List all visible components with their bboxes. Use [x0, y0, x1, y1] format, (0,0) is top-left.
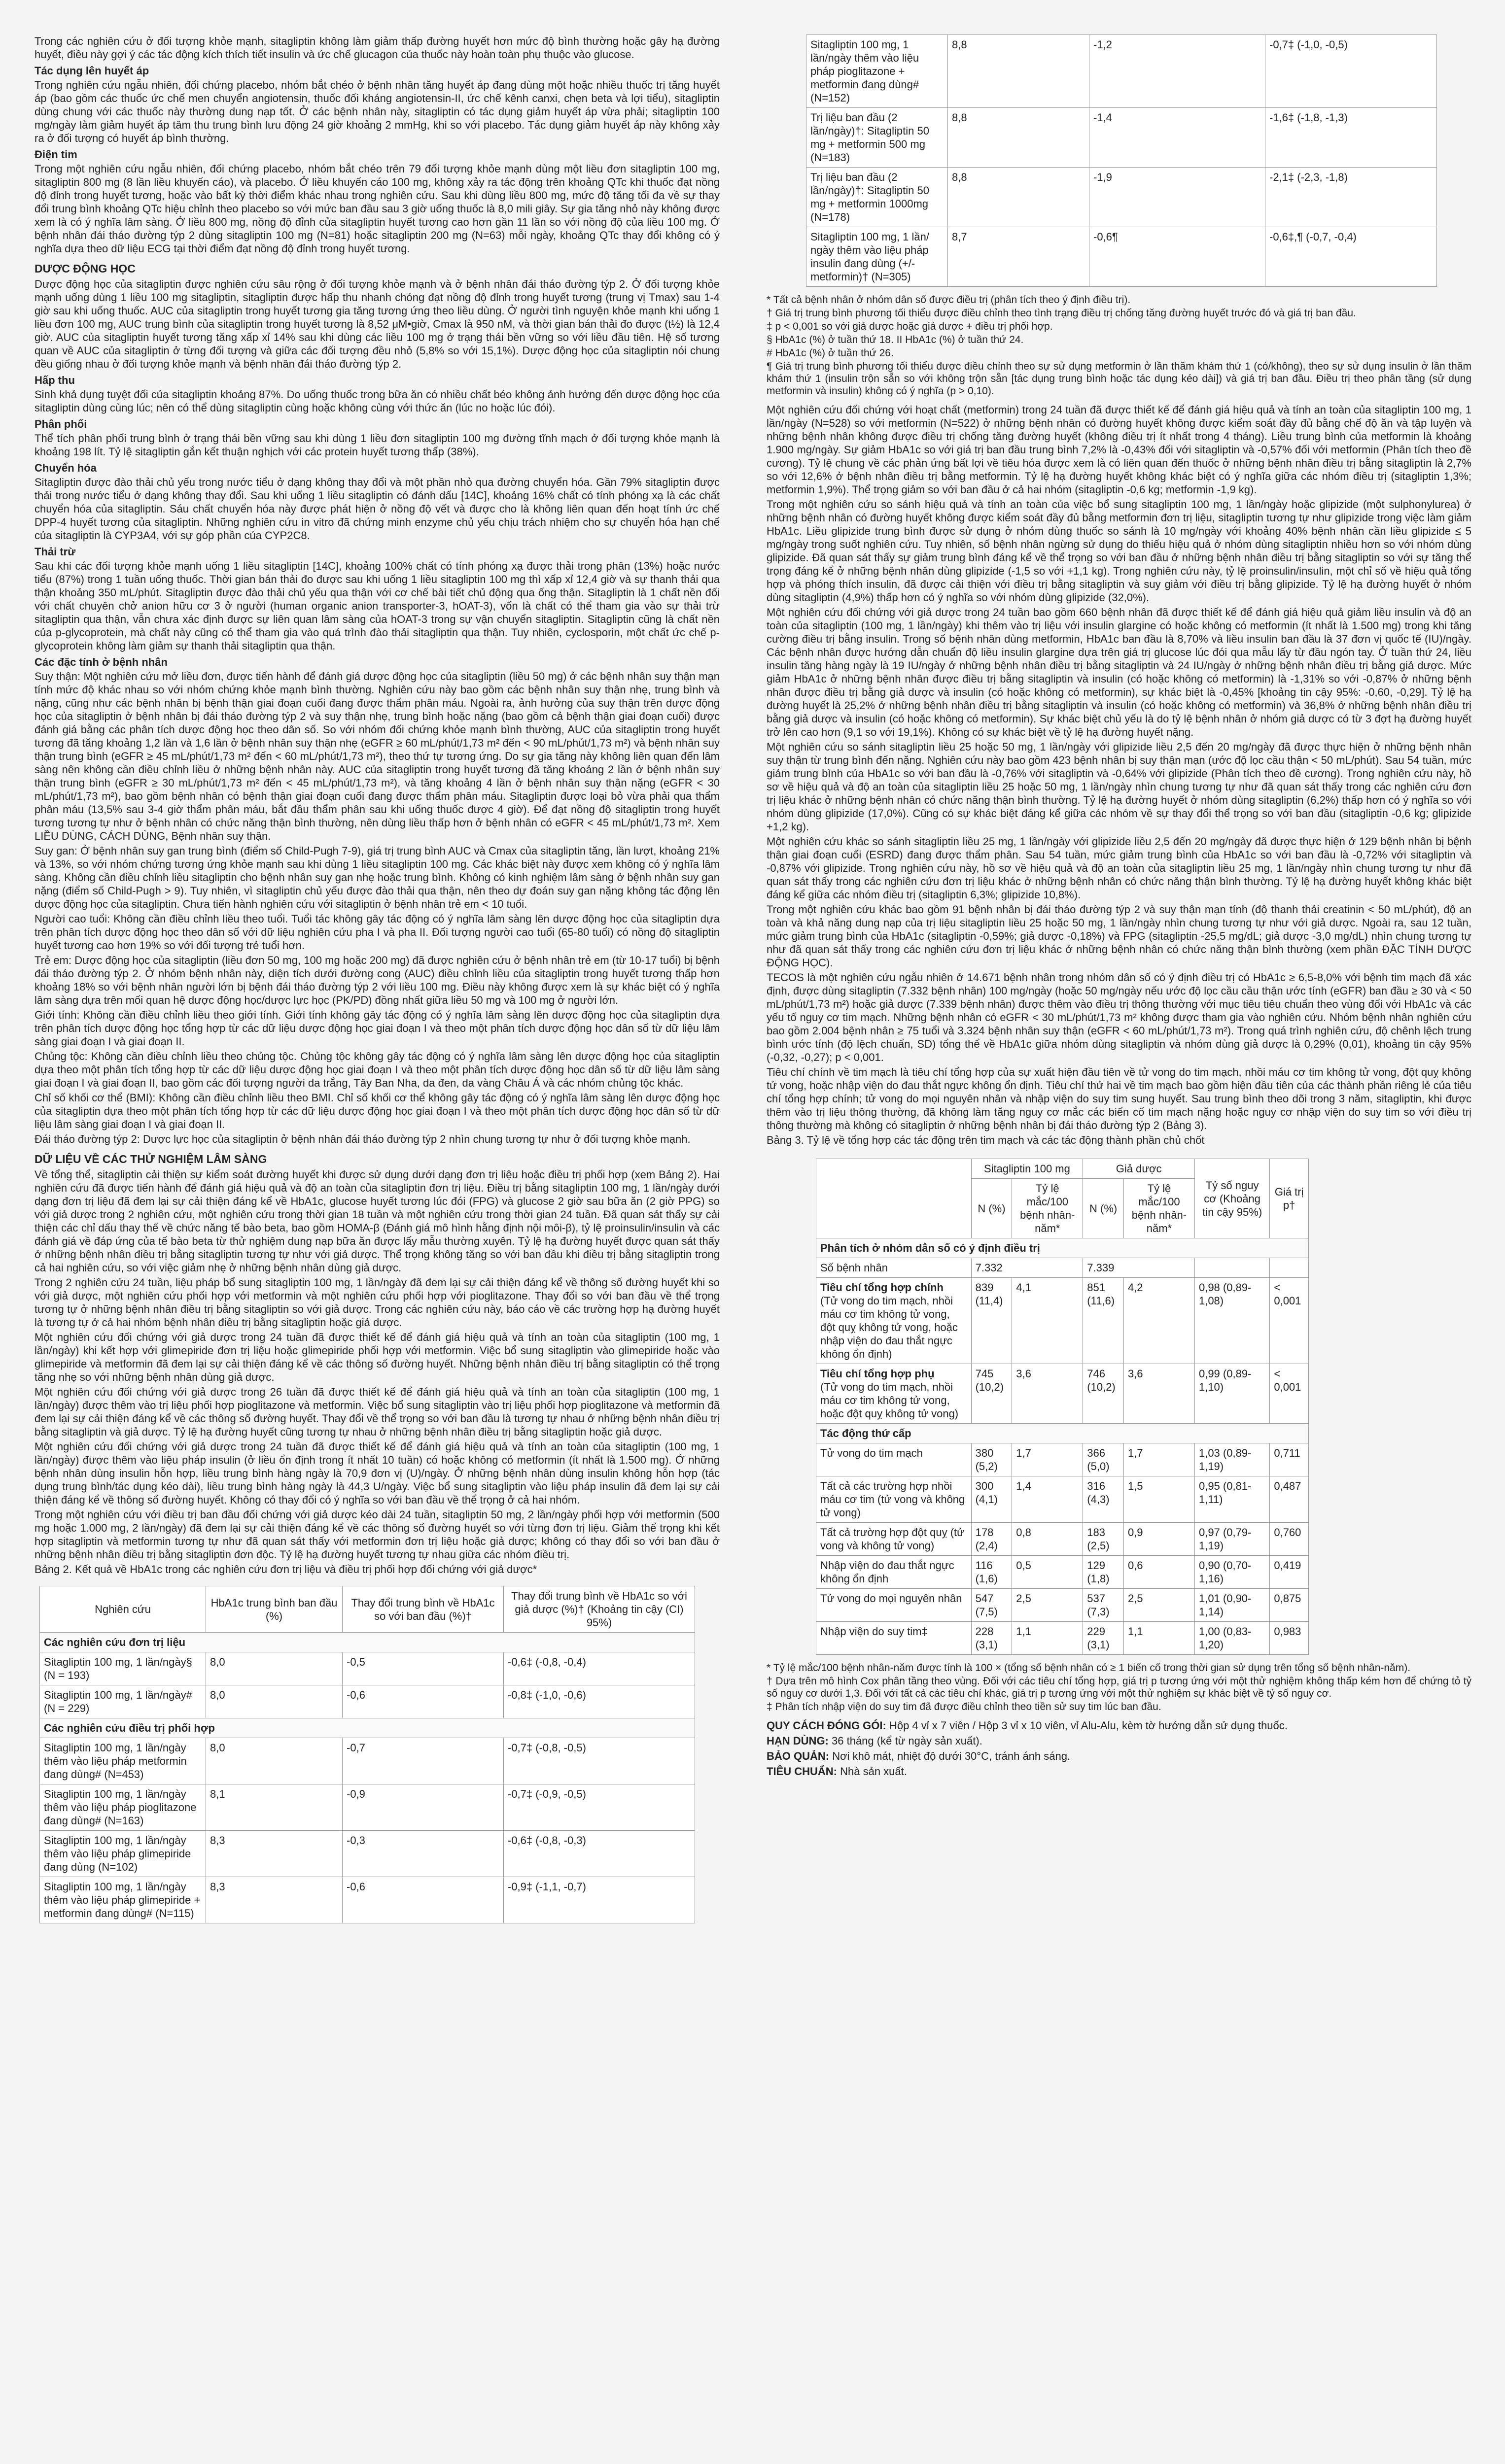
children-paragraph: Trẻ em: Dược động học của sitagliptin (liều đơn 50 mg, 100 mg hoặc 200 mg) đã được nghiên cứu ở bệnh nhân trẻ em (từ 10-17 tuổi) bị bệnh đái tháo đường týp 2. Ở nhóm bệnh nhân này, diện tích dưới đường cong (AUC) điều chỉnh liều của sitagliptin trong huyết tương thấp hơn khoảng 18% so với bệnh nhân người lớn bị bệnh đái tháo đường týp 2 với liều 100 mg. Điều này không được xem là sự khác biệt có ý nghĩa lâm sàng dựa trên mối quan hệ dược động học/dược lực học (PK/PD) đồng nhất giữa liều 50 mg và 100 mg ở người lớn. — [35, 954, 720, 1006]
table-row — [40, 1738, 695, 1784]
table-row — [816, 1476, 1309, 1523]
cell-study: Sitagliptin 100 mg, 1 lần/ngày thêm vào liệu pháp pioglitazone + metformin đang dùng# (N=152) — [806, 35, 948, 108]
cell-baseline: 8,1 — [206, 1784, 343, 1831]
table-header-row — [816, 1159, 1309, 1179]
cell-baseline: 8,0 — [206, 1652, 343, 1685]
cell-baseline: 8,7 — [948, 227, 1089, 287]
insulin-study-paragraph: Một nghiên cứu đối chứng với giả dược trong 24 tuần bao gồm 660 bệnh nhân đã được thiết kế để đánh giá hiệu quả giảm liều insulin và độ an toàn của sitagliptin (100 mg, 1 lần/ngày) khi thêm vào trị liệu với insulin glargine có hoặc không có metformin (ít nhất là 1.500 mg) trong khi tăng cường điều trị bằng insulin. Trong số bệnh nhân dùng metformin, HbA1c ban đầu là 8,70% và liều insulin ban đầu là 37 đơn vị quốc tế (IU)/ngày. Các bệnh nhân được hướng dẫn chuẩn độ liều insulin glargine dựa trên giá trị glucose lúc đói qua mẫu lấy từ đầu ngón tay. Ở tuần thứ 24, liều insulin tăng hàng ngày là 19 IU/ngày ở những bệnh nhân điều trị bằng sitagliptin và 24 IU/ngày ở những bệnh nhân điều trị bằng giả dược. Mức giảm HbA1c ở những bệnh nhân được điều trị bằng sitagliptin và insulin (có hoặc không có metformin) là -1,31% so với -0,87% ở những bệnh nhân được điều trị bằng giả dược và insulin (có hoặc không có metformin), sự khác biệt là -0,45% [khoảng tin cậy 95%: -0,60, -0,29]. Tỷ lệ hạ đường huyết là 25,2% ở những bệnh nhân điều trị bằng sitagliptin và insulin (có hoặc không có metformin) và 36,8% ở những bệnh nhân điều trị bằng giả dược và insulin (có hoặc không có metformin). Sự khác biệt chủ yếu là do tỷ lệ bệnh nhân ở nhóm giả dược có từ 3 đợt hạ đường huyết trở lên cao hơn (9,1 so với 19,1%). Không có sự khác biệt về tỷ lệ hạ đường huyết nặng. — [767, 606, 1471, 738]
col-header-n: N (%) — [971, 1179, 1012, 1238]
cell-change: -0,5 — [343, 1652, 504, 1685]
cell-label: Tất cả các trường hợp nhồi máu cơ tim (tử vong và không tử vong) — [816, 1476, 972, 1523]
diabetes-paragraph: Đái tháo đường týp 2: Dược lực học của sitagliptin ở bệnh nhân đái tháo đường týp 2 nhìn chung tương tự như ở đối tượng khỏe mạnh. — [35, 1133, 691, 1145]
col-header-rate: Tỷ lệ mắc/100 bệnh nhân-năm* — [1123, 1179, 1194, 1238]
hepatic-paragraph: Suy gan: Ở bệnh nhân suy gan trung bình (điểm số Child-Pugh 7-9), giá trị trung bình AUC và Cmax của sitagliptin tăng, lần lượt, khoảng 21% và 13%, so với nhóm chứng tương ứng khỏe mạnh sau khi dùng 1 liều sitagliptin 100 mg. Các khác biệt này được xem không có ý nghĩa lâm sàng. Không cần điều chỉnh liều sitagliptin cho bệnh nhân suy gan nhẹ hoặc trung bình. Không có kinh nghiệm lâm sàng ở bệnh nhân suy gan nặng (điểm số Child-Pugh > 9). Tuy nhiên, vì sitagliptin chủ yếu được đào thải qua thận, nên theo dự đoán suy gan nặng không tác động lên dược động học của sitagliptin. Chưa tiến hành nghiên cứu với sitagliptin ở bệnh nhân trẻ em < 10 tuổi. — [35, 845, 720, 910]
cell-rate: 2,5 — [1012, 1589, 1083, 1622]
cell-empty — [1270, 1258, 1309, 1278]
cell-n: 851 (11,6) — [1083, 1278, 1124, 1364]
table-row — [806, 168, 1437, 227]
trial-paragraph-5: Một nghiên cứu đối chứng với giả dược trong 24 tuần đã được thiết kế để đánh giá hiệu quả và tính an toàn của sitagliptin (100 mg, 1 lần/ngày) được thêm vào liệu pháp insulin (ở liều ổn định trong ít nhất 10 tuần) có hoặc không có metformin (ít nhất là 1.500 mg). Ở những bệnh nhân dùng insulin hỗn hợp, liều trung bình hàng ngày là 70,9 đơn vị (U)/ngày. Ở những bệnh nhân dùng insulin không hỗn hợp (tác dụng trung bình/tác dụng kéo dài), liều trung bình hàng ngày là 44,3 U/ngày. Việc bổ sung sitagliptin vào liệu pháp insulin đã đem lại sự cải thiện đáng kể về thông số đường huyết. Không có thay đổi có ý nghĩa so với ban đầu về thể trọng ở cả hai nhóm. — [35, 1440, 720, 1506]
cell-study: Sitagliptin 100 mg, 1 lần/ ngày thêm vào liệu pháp insulin đang dùng (+/- metformin)† (N=305) — [806, 227, 948, 287]
cell-change: -1,2 — [1089, 35, 1265, 108]
footnote: ‡ Phân tích nhập viện do suy tim đã được điều chỉnh theo tiền sử suy tim lúc ban đầu. — [767, 1701, 1161, 1712]
expiry-value: 36 tháng (kể từ ngày sản xuất). — [832, 1735, 982, 1747]
distribution-heading: Phân phối — [35, 418, 87, 430]
cell-rate: 0,5 — [1012, 1556, 1083, 1589]
cell-rate: 1,7 — [1123, 1443, 1194, 1476]
cell-hr: 0,99 (0,89-1,10) — [1194, 1364, 1269, 1424]
cell-change: -1,9 — [1089, 168, 1265, 227]
cell-label: Số bệnh nhân — [816, 1258, 972, 1278]
cell-adjusted: -0,7‡ (-1,0, -0,5) — [1265, 35, 1437, 108]
cell-label: Nhập viện do suy tim‡ — [816, 1622, 972, 1655]
cell-label: Nhập viện do đau thắt ngực không ổn định — [816, 1556, 972, 1589]
gender-paragraph: Giới tính: Không cần điều chỉnh liều theo giới tính. Giới tính không gây tác động có ý nghĩa lâm sàng lên dược động học của sitagliptin dựa trên phân tích dược động học tổng hợp từ các dữ liệu dược động học giai đoạn I và theo một phân tích dược động học dân số từ dữ liệu lâm sàng giai đoạn I và giai đoạn II. — [35, 1009, 720, 1048]
table-row — [40, 1652, 695, 1685]
footnote: † Dựa trên mô hình Cox phân tầng theo vùng. Đối với các tiêu chí tổng hợp, giá trị p tương ứng với một thử nghiệm không thấp kém hơn để chứng tỏ tỷ số nguy cơ dưới 1,3. Đối với tất cả các tiêu chí khác, giá trị p tương ứng với một thử nghiệm sự khác biệt về tỷ số nguy cơ. — [767, 1676, 1471, 1699]
metabolism-paragraph: Sitagliptin được đào thải chủ yếu trong nước tiểu ở dạng không thay đổi và một phần nhỏ qua đường chuyển hóa. Gần 79% sitagliptin được thải trong nước tiểu ở dạng không thay đổi. Sau khi uống 1 liều sitagliptin có đánh dấu [14C], khoảng 16% chất có tính phóng xạ là các chất chuyển hóa của sitagliptin. Sáu chất chuyển hóa này được phát hiện ở nồng độ vết và được cho là không liên quan đến hoạt tính ức chế DPP-4 huyết tương của sitagliptin. Những nghiên cứu in vitro đã chứng minh enzyme chủ yếu chịu trách nhiệm cho sự chuyển hóa hạn chế của sitagliptin là CYP3A4, với sự góp phần của CYP2C8. — [35, 476, 720, 542]
esrd-study-paragraph: Một nghiên cứu khác so sánh sitagliptin liều 25 mg, 1 lần/ngày với glipizide liều 2,5 đến 20 mg/ngày đã được thực hiện ở 129 bệnh nhân bị bệnh thận giai đoạn cuối (ESRD) đang được thẩm phân. Sau 54 tuần, mức giảm trung bình của HbA1c so với ban đầu là -0,72% với sitagliptin và -0,87% với glipizide. Trong nghiên cứu này, hồ sơ về hiệu quả và độ an toàn của sitagliptin liều 25 mg, 1 lần/ngày nhìn chung tương tự như đã quan sát thấy trong các nghiên cứu đơn trị liệu khác ở những bệnh nhân có chức năng thận bình thường. Tỷ lệ hạ đường huyết không khác biệt đáng kể giữa các nhóm điều trị (sitagliptin 6,3%; glipizide 10,8%). — [767, 835, 1471, 901]
table2-caption: Bảng 2. Kết quả về HbA1c trong các nghiên cứu đơn trị liệu và điều trị phối hợp đối chứng với giả dược* — [35, 1563, 537, 1575]
footnote: ‡ p < 0,001 so với giả dược hoặc giả dược + điều trị phối hợp. — [767, 321, 1053, 332]
other-outcomes-label: Tác động thứ cấp — [816, 1424, 1309, 1443]
bp-paragraph: Trong nghiên cứu ngẫu nhiên, đối chứng placebo, nhóm bắt chéo ở bệnh nhân tăng huyết áp đang dùng một hoặc nhiều thuốc trị tăng huyết áp (bao gồm các thuốc ức chế men chuyển angiotensin, thuốc đối kháng angiotensin-II, ức chế kênh canxi, chẹn beta và lợi tiểu), sitagliptin dùng chung với các thuốc này thường dung nạp tốt. Ở các bệnh nhân này, sitagliptin có tác dụng giảm huyết áp vừa phải; sitagliptin 100 mg/ngày làm giảm huyết áp tâm thu trung bình lưu động 24 giờ khoảng 2 mmHg, khi so với placebo. Tác dụng giảm huyết áp này không xảy ra ở đối tượng có huyết áp bình thường. — [35, 79, 720, 144]
footnote: # HbA1c (%) ở tuần thứ 26. — [767, 347, 894, 359]
cell-n: 745 (10,2) — [971, 1364, 1012, 1424]
absorption-heading: Hấp thu — [35, 374, 75, 386]
cell-empty — [1194, 1258, 1269, 1278]
group-row — [816, 1424, 1309, 1443]
hba1c-results-table — [39, 1586, 695, 1923]
pk-paragraph: Dược động học của sitagliptin được nghiên cứu sâu rộng ở đối tượng khỏe mạnh và ở bệnh nhân đái tháo đường týp 2. Ở đối tượng khỏe mạnh uống dùng 1 liều 100 mg sitagliptin, sitagliptin được hấp thu nhanh chóng đạt nồng độ đỉnh trong huyết tương (trung vị Tmax) sau 1-4 giờ sau khi uống thuốc. AUC của sitagliptin trong huyết tương gia tăng tương ứng theo liều dùng. Ở người tình nguyện khỏe mạnh khi uống 1 liều đơn 100 mg, AUC trung bình của sitagliptin trong huyết tương là 8,52 μM•giờ, Cmax là 950 nM, và thời gian bán thải đo được (t½) là 12,4 giờ. AUC của sitagliptin huyết tương tăng xấp xỉ 14% sau khi dùng các liều 100 mg ở trạng thái bền vững so với liều đầu tiên. Hệ số tương quan về AUC của sitagliptin ở từng đối tượng và giữa các đối tượng đều nhỏ (5,8% so với 15,1%). Dược động học của sitagliptin nói chung đều giống nhau ở đối tượng khỏe mạnh và bệnh nhân đái tháo đường týp 2. — [35, 278, 720, 370]
cell-p: 0,760 — [1270, 1523, 1309, 1556]
expiry-field — [767, 1734, 1471, 1747]
absorption-paragraph: Sinh khả dụng tuyệt đối của sitagliptin khoảng 87%. Do uống thuốc trong bữa ăn có nhiều chất béo không ảnh hưởng đến dược động học của sitagliptin dùng cùng lúc; nên có thể dùng sitagliptin cùng hoặc không cùng với thức ăn (lúc no hoặc lúc đói). — [35, 388, 720, 414]
cell-rate: 1,1 — [1012, 1622, 1083, 1655]
metabolism-heading: Chuyển hóa — [35, 462, 97, 474]
table-header-row — [40, 1586, 695, 1633]
cell-rate: 1,4 — [1012, 1476, 1083, 1523]
cell-study: Sitagliptin 100 mg, 1 lần/ngày# (N = 229) — [40, 1685, 206, 1718]
cell-baseline: 8,3 — [206, 1877, 343, 1923]
glipizide-study-paragraph: Trong một nghiên cứu so sánh hiệu quả và tính an toàn của việc bổ sung sitagliptin 100 mg, 1 lần/ngày hoặc glipizide (một sulphonylurea) ở những bệnh nhân có đường huyết không được kiểm soát đầy đủ bằng metformin đơn trị liệu, sitagliptin tương tự như glipizide trong việc làm giảm HbA1c. Liều glipizide trung bình được sử dụng ở nhóm dùng thuốc so sánh là 10 mg/ngày với khoảng 40% bệnh nhân cần liều glipizide ≤ 5 mg/ngày trong suốt nghiên cứu. Tuy nhiên, số bệnh nhân ngừng sử dụng do thiếu hiệu quả ở nhóm dùng sitagliptin nhiều hơn so với nhóm dùng glipizide. Đã quan sát thấy sự giảm trung bình đáng kể về thể trọng so với ban đầu ở những bệnh nhân điều trị bằng sitagliptin so với sự tăng thể trọng đáng kể ở những bệnh nhân dùng glipizide (-1,5 so với +1,1 kg). Trong nghiên cứu này, tỷ lệ proinsulin/insulin, một chỉ số về hiệu quả tổng hợp và phóng thích insulin, đã được cải thiện với điều trị bằng sitagliptin và suy giảm với điều trị bằng glipizide. Tỷ lệ hạ đường huyết ở nhóm dùng sitagliptin (4,9%) thấp hơn có ý nghĩa so với nhóm dùng glipizide (32,0%). — [767, 498, 1471, 604]
elimination-paragraph: Sau khi các đối tượng khỏe mạnh uống 1 liều sitagliptin [14C], khoảng 100% chất có tính phóng xạ được thải trong phân (13%) hoặc nước tiểu (87%) trong 1 tuần uống thuốc. Thời gian bán thải đo được sau khi uống 1 liều sitagliptin 100 mg thì xấp xỉ 12,4 giờ và sự thanh thải qua thận khoảng 350 mL/phút. Sitagliptin được đào thải chủ yếu qua thận với cơ chế bài tiết chủ động qua ống thận. Sitagliptin là 1 chất nền đối với chất chuyên chở anion hữu cơ 3 ở người (human organic anion transporter-3, hOAT-3), vốn là chất có thể tham gia vào sự thải trừ sitagliptin qua thận, vẫn chưa xác định được sự liên quan lâm sàng của hOAT-3 trong sự vận chuyển sitagliptin. Sitagliptin cũng là chất nền của p-glycoprotein, mà chất này cũng có thể tham gia vào quá trình đào thải sitagliptin qua thận. Tuy nhiên, cyclosporin, một chất ức chế p-glycoprotein không làm giảm sự thanh thải sitagliptin qua thận. — [35, 560, 720, 652]
hba1c-results-table-continued — [806, 34, 1437, 287]
table-body — [40, 1633, 695, 1923]
table-row — [40, 1784, 695, 1831]
cell-hr: 1,01 (0,90-1,14) — [1194, 1589, 1269, 1622]
cell-baseline: 8,3 — [206, 1831, 343, 1877]
table-row — [816, 1443, 1309, 1476]
secondary-endpoint-label: Tiêu chí tổng hợp phụ — [820, 1368, 935, 1380]
cell-adjusted: -0,9‡ (-1,1, -0,7) — [504, 1877, 695, 1923]
cell-rate: 4,2 — [1123, 1278, 1194, 1364]
cell-hr: 0,90 (0,70-1,16) — [1194, 1556, 1269, 1589]
footnote: § HbA1c (%) ở tuần thứ 18. II HbA1c (%) ở tuần thứ 24. — [767, 334, 1024, 345]
cell-n: 746 (10,2) — [1083, 1364, 1124, 1424]
special-populations-heading: Các đặc tính ở bệnh nhân — [35, 656, 168, 668]
primary-endpoint-desc: (Tử vong do tim mạch, nhồi máu cơ tim không tử vong, đột quỵ không tử vong, hoặc nhập viện do đau thắt ngực không ổn định) — [820, 1295, 958, 1360]
cell-adjusted: -0,6‡ (-0,8, -0,4) — [504, 1652, 695, 1685]
cell-baseline: 8,0 — [206, 1685, 343, 1718]
cell-p: < 0,001 — [1270, 1364, 1309, 1424]
cell-rate: 1,1 — [1123, 1622, 1194, 1655]
cell-n: 380 (5,2) — [971, 1443, 1012, 1476]
table-row — [816, 1589, 1309, 1622]
group-label-combo: Các nghiên cứu điều trị phối hợp — [40, 1718, 695, 1738]
footnote: * Tỷ lệ mắc/100 bệnh nhân-năm được tính là 100 × (tổng số bệnh nhân có ≥ 1 biến cố trong thời gian sử dụng trên tổng số bệnh nhân-năm). — [767, 1662, 1411, 1674]
cell-adjusted: -0,7‡ (-0,8, -0,5) — [504, 1738, 695, 1784]
cell-label: Tất cả trường hợp đột quỵ (tử vong và không tử vong) — [816, 1523, 972, 1556]
col-header-baseline: HbA1c trung bình ban đầu (%) — [206, 1586, 343, 1633]
col-header-sitagliptin: Sitagliptin 100 mg — [971, 1159, 1083, 1179]
trial-paragraph-1: Về tổng thể, sitagliptin cải thiện sự kiểm soát đường huyết khi được sử dụng dưới dạng đơn trị liệu hoặc điều trị phối hợp (xem Bảng 2). Hai nghiên cứu đã được tiến hành để đánh giá hiệu quả và độ an toàn của sitagliptin đơn trị liệu. Điều trị bằng sitagliptin 100 mg, 1 lần/ngày dưới dạng đơn trị liệu đã đem lại sự cải thiện đáng kể về HbA1c, glucose huyết tương lúc đói (FPG) và glucose 2 giờ sau bữa ăn (2 giờ PPG) so với giả dược trong 2 nghiên cứu, một nghiên cứu trong thời gian 18 tuần và một nghiên cứu trong thời gian 24 tuần. Đã quan sát thấy sự cải thiện các chỉ dấu thay thế về chức năng tế bào beta, bao gồm HOMA-β (Đánh giá mô hình hằng định nội môi-β), tỷ lệ proinsulin/insulin và các đánh giá về đáp ứng của tế bào beta từ thử nghiệm dung nạp bữa ăn được lấy mẫu thường xuyên. Tỷ lệ hạ đường huyết được quan sát thấy ở những bệnh nhân điều trị bằng sitagliptin tương tự như với giả dược. Thể trọng không tăng so với ban đầu khi điều trị bằng sitagliptin trong cả hai nghiên cứu, so với việc giảm nhẹ ở những bệnh nhân dùng giả dược. — [35, 1168, 720, 1274]
table-row — [816, 1523, 1309, 1556]
cell-change: -0,6 — [343, 1877, 504, 1923]
cardiovascular-endpoint-paragraph: Tiêu chí chính về tim mạch là tiêu chí tổng hợp của sự xuất hiện đầu tiên về tử vong do tim mạch, nhồi máu cơ tim không tử vong, đột quỵ không tử vong, hoặc nhập viện do đau thắt ngực không ổn định. Tiêu chí thứ hai về tim mạch bao gồm hiện đầu tiên của các thành phần riêng lẻ của tiêu chí tổng hợp chính; tử vong do mọi nguyên nhân và nhập viện do suy tim sung huyết. Sau trung bình theo dõi trong 3 năm, sitagliptin, khi được thêm vào trị liệu thông thường, đã không làm tăng nguy cơ mắc các biến cố tim mạch nặng hoặc nguy cơ nhập viện do suy tim so với điều trị thông thường mà không có sitagliptin ở những bệnh nhân bị đái tháo đường týp 2 (Bảng 3). — [767, 1066, 1471, 1131]
intro-paragraph: Trong các nghiên cứu ở đối tượng khỏe mạnh, sitagliptin không làm giảm thấp đường huyết hơn mức độ bình thường hoặc gây hạ đường huyết, điều này gợi ý các tác động kích thích tiết insulin và ức chế glucagon của thuốc này hoàn toàn phụ thuộc vào glucose. — [35, 35, 720, 61]
cell-change: -1,4 — [1089, 108, 1265, 168]
cell-adjusted: -0,6‡ (-0,8, -0,3) — [504, 1831, 695, 1877]
cell-p: 0,419 — [1270, 1556, 1309, 1589]
population-label: Phân tích ở nhóm dân số có ý định điều trị — [816, 1238, 1309, 1258]
col-header-p-value: Giá trị p† — [1270, 1159, 1309, 1238]
footnote: † Giá trị trung bình phương tối thiểu được điều chỉnh theo tình trạng điều trị chống tăng đường huyết trước đó và giá trị ban đầu. — [767, 308, 1356, 319]
cell-adjusted: -0,7‡ (-0,9, -0,5) — [504, 1784, 695, 1831]
cell-baseline: 8,0 — [206, 1738, 343, 1784]
standard-value: Nhà sản xuất. — [840, 1765, 907, 1778]
storage-label: BẢO QUẢN: — [767, 1750, 830, 1762]
group-row — [816, 1238, 1309, 1258]
col-header-n: N (%) — [1083, 1179, 1124, 1238]
cardiovascular-outcomes-table — [816, 1159, 1309, 1655]
cell-study: Sitagliptin 100 mg, 1 lần/ngày§ (N = 193) — [40, 1652, 206, 1685]
cell-rate: 3,6 — [1012, 1364, 1083, 1424]
col-header-empty — [816, 1159, 972, 1238]
cell-rate: 0,8 — [1012, 1523, 1083, 1556]
primary-endpoint-label: Tiêu chí tổng hợp chính — [820, 1281, 944, 1294]
cell-n: 183 (2,5) — [1083, 1523, 1124, 1556]
group-row — [40, 1718, 695, 1738]
cell-p: 0,487 — [1270, 1476, 1309, 1523]
expiry-label: HẠN DÙNG: — [767, 1735, 829, 1747]
footnote: * Tất cả bệnh nhân ở nhóm dân số được điều trị (phân tích theo ý định điều trị). — [767, 294, 1131, 306]
bmi-paragraph: Chỉ số khối cơ thể (BMI): Không cần điều chỉnh liều theo BMI. Chỉ số khối cơ thể không gây tác động có ý nghĩa lâm sàng lên dược động học của sitagliptin dựa theo một phân tích tổng hợp từ các dữ liệu dược động học giai đoạn I và theo một phân tích dược động học dân số từ dữ liệu lâm sàng giai đoạn I và giai đoạn II. — [35, 1092, 720, 1130]
table-row — [806, 227, 1437, 287]
renal-paragraph: Suy thận: Một nghiên cứu mở liều đơn, được tiến hành để đánh giá dược động học của sitagliptin (liều 50 mg) ở các bệnh nhân suy thận mạn tính mức độ khác nhau so với nhóm chứng khỏe mạnh bình thường. Nghiên cứu này bao gồm các bệnh nhân suy thận nhẹ, trung bình và nặng, cũng như các bệnh nhân bị bệnh thận giai đoạn cuối đang được thẩm phân máu. Ngoài ra, ảnh hưởng của suy thận trên dược động học của sitagliptin ở bệnh nhân bị đái tháo đường týp 2 và suy thận nhẹ, trung bình hoặc nặng (bao gồm cả bệnh thận giai đoạn cuối) được đánh giá bằng các phân tích dược động học theo dân số. So với nhóm đối chứng khỏe mạnh bình thường, AUC của sitagliptin trong huyết tương đã tăng khoảng 1,2 lần và 1,6 lần ở bệnh nhân suy thận nhẹ (eGFR ≥ 60 mL/phút/1,73 m² đến < 90 mL/phút/1,73 m²) và bệnh nhân suy thận trung bình (eGFR ≥ 45 mL/phút/1,73 m² đến < 60 mL/phút/1,73 m²), theo thứ tự tương ứng. Do sự gia tăng này không liên quan đến lâm sàng nên không cần điều chỉnh liều ở những bệnh nhân này. AUC của sitagliptin trong huyết tương đã tăng khoảng 2 lần ở bệnh nhân suy thận trung bình (eGFR ≥ 30 mL/phút/1,73 m² đến < 45 mL/phút/1,73 m²), và tăng khoảng 4 lần ở bệnh nhân suy thận nặng (eGFR < 30 mL/phút/1,73 m²), bao gồm bệnh nhân có bệnh thận giai đoạn cuối đang được thẩm phân máu. Sitagliptin được loại bỏ vừa phải qua thẩm phân máu (13,5% sau 3-4 giờ thẩm phân máu, bắt đầu thẩm phân sau khi uống thuốc được 4 giờ). Để đạt nồng độ sitagliptin trong huyết tương tương tự như ở bệnh nhân có chức năng thận bình thường, nên dùng liều thấp hơn ở bệnh nhân có eGFR < 45 mL/phút/1,73 m². Xem LIỀU DÙNG, CÁCH DÙNG, Bệnh nhân suy thận. — [35, 670, 720, 842]
cell-change: -0,6 — [343, 1685, 504, 1718]
trial-paragraph-3: Một nghiên cứu đối chứng với giả dược trong 24 tuần đã được thiết kế để đánh giá hiệu quả và tính an toàn của sitagliptin (100 mg, 1 lần/ngày) khi kết hợp với glimepiride đơn trị liệu hoặc glimepiride phối hợp với metformin. Việc bổ sung sitagliptin vào glimepiride hoặc vào glimepiride và metformin đã đem lại sự cải thiện đáng kể về các thông số đường huyết. Những bệnh nhân điều trị bằng sitagliptin có thể trọng tăng nhẹ so với những bệnh nhân dùng giả dược. — [35, 1331, 720, 1383]
cell-baseline: 8,8 — [948, 108, 1089, 168]
cell-rate: 1,5 — [1123, 1476, 1194, 1523]
tecos-paragraph: TECOS là một nghiên cứu ngẫu nhiên ở 14.671 bệnh nhân trong nhóm dân số có ý định điều trị có HbA1c ≥ 6,5-8,0% với bệnh tim mạch đã xác định, được dùng sitagliptin (7.332 bệnh nhân) 100 mg/ngày (hoặc 50 mg/ngày nếu ước độ lọc cầu cầu thận ước tính (eGFR) ban đầu ≥ 30 và < 50 mL/phút/1,73 m²) hoặc giả dược (7.339 bệnh nhân) được thêm vào điều trị thông thường với mục tiêu tiêu chuẩn theo vùng đối với HbA1c và các yếu tố nguy cơ tim mạch. Những bệnh nhân có eGFR < 30 mL/phút/1,73 m² không được tham gia vào nghiên cứu. Nhóm bệnh nhân nghiên cứu bao gồm 2.004 bệnh nhân ≥ 75 tuổi và 3.324 bệnh nhân suy thận (eGFR < 60 mL/phút/1,73 m²). Trong quá trình nghiên cứu, độ chênh lệch trung bình ước tính (độ lệch chuẩn, SD) tổng thể về HbA1c giữa nhóm dùng sitagliptin và nhóm dùng giả dược là 0,29% (0,01), khoảng tin cậy 95% (-0,32, -0,27); p < 0,001. — [767, 971, 1471, 1063]
secondary-endpoint-desc: (Tử vong do tim mạch, nhồi máu cơ tim không tử vong, hoặc đột quỵ không tử vong) — [820, 1381, 959, 1420]
cell-label: Tử vong do tim mạch — [816, 1443, 972, 1476]
table3-caption: Bảng 3. Tỷ lệ về tổng hợp các tác động trên tim mạch và các tác động thành phần chủ chốt — [767, 1134, 1205, 1146]
cell-hr: 0,95 (0,81-1,11) — [1194, 1476, 1269, 1523]
cell-rate: 4,1 — [1012, 1278, 1083, 1364]
table-row — [816, 1278, 1309, 1364]
cell-label — [816, 1278, 972, 1364]
elderly-paragraph: Người cao tuổi: Không cần điều chỉnh liều theo tuổi. Tuổi tác không gây tác động có ý nghĩa lâm sàng lên dược động học của sitagliptin dựa trên phân tích dược động học theo dân số với dữ liệu nghiên cứu pha I và pha II. Đối tượng người cao tuổi (65-80 tuổi) có nồng độ sitagliptin huyết tương cao hơn 19% so với đối tượng trẻ tuổi hơn. — [35, 913, 720, 952]
cell-n: 116 (1,6) — [971, 1556, 1012, 1589]
pharmacokinetics-heading: DƯỢC ĐỘNG HỌC — [35, 262, 136, 275]
cell-n: 178 (2,4) — [971, 1523, 1012, 1556]
trial-paragraph-4: Một nghiên cứu đối chứng với giả dược trong 26 tuần đã được thiết kế để đánh giá hiệu quả và tính an toàn của sitagliptin (100 mg, 1 lần/ngày) được thêm vào trị liệu phối hợp pioglitazone và metformin. Việc bổ sung sitagliptin vào trị liệu phối hợp pioglitazone và metformin đã đem lại sự cải thiện đáng kể về các thông số đường huyết. Thay đổi về thể trọng so với ban đầu là tương tự nhau ở những bệnh nhân điều trị bằng sitagliptin và giả dược. Tỷ lệ hạ đường huyết cũng tương tự nhau ở những bệnh nhân điều trị bằng sitagliptin hoặc giả dược. — [35, 1386, 720, 1438]
footnote: ¶ Giá trị trung bình phương tối thiểu được điều chỉnh theo sự sử dụng metformin ở lần thăm khám thứ 1 (có/không), theo sự sử dụng insulin ở lần thăm khám thứ 1 (insulin trộn sẵn so với không trộn sẵn [tác dụng trung bình hoặc tác dụng kéo dài]) và giá trị ban đầu. Điều trị theo phân tầng (sử dụng metformin và insulin) không có ý nghĩa (p > 0,10). — [767, 361, 1471, 397]
trial-paragraph-2: Trong 2 nghiên cứu 24 tuần, liệu pháp bổ sung sitagliptin 100 mg, 1 lần/ngày đã đem lại sự cải thiện đáng kể về thông số đường huyết khi so với giả dược, một nghiên cứu phối hợp với metformin và một nghiên cứu phối hợp với pioglitazone. Thay đổi so với ban đầu về thể trọng tương tự ở những bệnh nhân điều trị bằng sitagliptin so với giả dược. Trong các nghiên cứu này, báo cáo về các trường hợp hạ đường huyết là tương tự ở cả hai nhóm bệnh nhân điều trị bằng sitagliptin hoặc giả dược. — [35, 1276, 720, 1329]
cell-n: 228 (3,1) — [971, 1622, 1012, 1655]
cell-n: 366 (5,0) — [1083, 1443, 1124, 1476]
cell-p: < 0,001 — [1270, 1278, 1309, 1364]
bp-heading: Tác dụng lên huyết áp — [35, 65, 149, 77]
cell-p: 0,711 — [1270, 1443, 1309, 1476]
clinical-trials-heading: DỮ LIỆU VỀ CÁC THỬ NGHIỆM LÂM SÀNG — [35, 1153, 267, 1165]
cell-rate: 0,6 — [1123, 1556, 1194, 1589]
table-row — [40, 1877, 695, 1923]
cell-n-placebo: 7.339 — [1083, 1258, 1195, 1278]
col-header-placebo: Giả dược — [1083, 1159, 1195, 1179]
left-column — [35, 34, 720, 2464]
col-header-hazard-ratio: Tỷ số nguy cơ (Khoảng tin cậy 95%) — [1194, 1159, 1269, 1238]
distribution-paragraph: Thể tích phân phối trung bình ở trạng thái bền vững sau khi dùng 1 liều đơn sitagliptin 100 mg đường tĩnh mạch ở đối tượng khỏe mạnh là khoảng 198 lít. Tỷ lệ sitagliptin gắn kết thuận nghịch với các protein huyết tương thấp (38%). — [35, 432, 720, 458]
packaging-value: Hộp 4 vỉ x 7 viên / Hộp 3 vỉ x 10 viên, vỉ Alu-Alu, kèm tờ hướng dẫn sử dụng thuốc. — [889, 1719, 1288, 1732]
standard-label: TIÊU CHUẨN: — [767, 1765, 837, 1778]
packaging-label: QUY CÁCH ĐÓNG GÓI: — [767, 1719, 886, 1732]
cell-n: 537 (7,3) — [1083, 1589, 1124, 1622]
cell-n: 839 (11,4) — [971, 1278, 1012, 1364]
elimination-heading: Thải trừ — [35, 546, 76, 558]
cell-hr: 1,03 (0,89-1,19) — [1194, 1443, 1269, 1476]
trial-paragraph-6: Trong một nghiên cứu với điều trị ban đầu đối chứng với giả dược kéo dài 24 tuần, sitagliptin 50 mg, 2 lần/ngày phối hợp với metformin (500 mg hoặc 1.000 mg, 2 lần/ngày) đã đem lại sự cải thiện đáng kể về các thông số đường huyết so với từng đơn trị liệu. Giảm thể trọng khi kết hợp sitagliptin và metformin tương tự như đã quan sát thấy với metformin đơn trị liệu hoặc giả dược; không có thay đổi so với ban đầu ở những bệnh nhân điều trị bằng sitagliptin đơn độc. Tỷ lệ hạ đường huyết tương tự nhau giữa các nhóm điều trị. — [35, 1508, 720, 1561]
cell-study: Trị liệu ban đầu (2 lần/ngày)†: Sitagliptin 50 mg + metformin 500 mg (N=183) — [806, 108, 948, 168]
table-row — [816, 1556, 1309, 1589]
cell-study: Sitagliptin 100 mg, 1 lần/ngày thêm vào liệu pháp metformin đang dùng# (N=453) — [40, 1738, 206, 1784]
table-row — [816, 1258, 1309, 1278]
col-header-change: Thay đổi trung bình về HbA1c so với ban đầu (%)† — [343, 1586, 504, 1633]
cell-p: 0,983 — [1270, 1622, 1309, 1655]
table-row — [40, 1831, 695, 1877]
cell-rate: 2,5 — [1123, 1589, 1194, 1622]
cell-n: 316 (4,3) — [1083, 1476, 1124, 1523]
cell-change: -0,6¶ — [1089, 227, 1265, 287]
cell-adjusted: -2,1‡ (-2,3, -1,8) — [1265, 168, 1437, 227]
cell-label — [816, 1364, 972, 1424]
cell-n: 547 (7,5) — [971, 1589, 1012, 1622]
standard-field — [767, 1765, 1471, 1778]
group-row — [40, 1633, 695, 1652]
cell-rate: 0,9 — [1123, 1523, 1194, 1556]
table-row — [816, 1622, 1309, 1655]
table-row — [816, 1364, 1309, 1424]
cell-n: 229 (3,1) — [1083, 1622, 1124, 1655]
cell-rate: 1,7 — [1012, 1443, 1083, 1476]
cell-study: Sitagliptin 100 mg, 1 lần/ngày thêm vào liệu pháp glimepiride + metformin đang dùng# (N=115) — [40, 1877, 206, 1923]
race-paragraph: Chủng tộc: Không cần điều chỉnh liều theo chủng tộc. Chủng tộc không gây tác động có ý nghĩa lâm sàng lên dược động học của sitagliptin dựa theo một phân tích tổng hợp từ các dữ liệu dược động học giai đoạn I và theo một phân tích dược động học dân số từ dữ liệu lâm sàng giai đoạn I và giai đoạn II, bao gồm các đối tượng người da trắng, Tây Ban Nha, da đen, da vàng Châu Á và các nhóm chủng tộc khác. — [35, 1050, 720, 1089]
cell-study: Trị liệu ban đầu (2 lần/ngày)†: Sitagliptin 50 mg + metformin 1000mg (N=178) — [806, 168, 948, 227]
ecg-paragraph: Trong một nghiên cứu ngẫu nhiên, đối chứng placebo, nhóm bắt chéo trên 79 đối tượng khỏe mạnh dùng một liều đơn sitagliptin 100 mg, sitagliptin 800 mg (8 lần liều khuyến cáo), và placebo. Ở liều khuyến cáo 100 mg, không xảy ra tác động trên khoảng QTc khi thuốc đạt nồng độ đỉnh trong huyết tương, hoặc vào bất kỳ thời điểm khác nhau trong nghiên cứu. Sau khi dùng liều 800 mg, mức độ tăng tối đa về sự thay đổi trung bình khoảng QTc hiệu chỉnh theo placebo so với mức ban đầu sau 3 giờ uống thuốc là 8,0 mili giây. Sự gia tăng nhỏ này không được xem là có ý nghĩa lâm sàng. Ở liều 800 mg, nồng độ đỉnh của sitagliptin huyết tương cao hơn gần 11 lần so với nồng độ của liều 100 mg. Ở bệnh nhân đái tháo đường týp 2 dùng sitagliptin 100 mg (N=81) hoặc sitagliptin 200 mg (N=63) mỗi ngày, khoảng QTc thay đổi không có ý nghĩa dựa theo dữ liệu ECG tại thời điểm đạt nồng độ đỉnh trong huyết tương. — [35, 163, 720, 255]
ckd-study-paragraph: Trong một nghiên cứu khác bao gồm 91 bệnh nhân bị đái tháo đường týp 2 và suy thận mạn tính (độ thanh thải creatinin < 50 mL/phút), độ an toàn và khả năng dung nạp của trị liệu sitagliptin liều 25 hoặc 50 mg, 1 lần/ngày nhìn chung tương tự như với giả dược. Ngoài ra, sau 12 tuần, mức giảm trung bình của HbA1c (sitagliptin -0,59%; giả dược -0,18%) và FPG (sitagliptin -25,5 mg/dL; giả dược -3,0 mg/dL) nhìn chung tương tự như đã quan sát thấy trong các nghiên cứu đơn trị liệu khác ở những bệnh nhân có chức năng thận bình thường (xem phần ĐẶC TÍNH DƯỢC ĐỘNG HỌC). — [767, 903, 1471, 969]
renal-study-paragraph: Một nghiên cứu so sánh sitagliptin liều 25 hoặc 50 mg, 1 lần/ngày với glipizide liều 2,5 đến 20 mg/ngày đã được thực hiện ở những bệnh nhân suy thận từ trung bình đến nặng. Nghiên cứu này bao gồm 423 bệnh nhân bị suy thận mạn (ước độ lọc cầu thận < 50 mL/phút). Sau 54 tuần, mức giảm trung bình của HbA1c so với ban đầu là -0,76% với sitagliptin và -0,64% với glipizide (Phân tích theo đề cương). Trong nghiên cứu này, hồ sơ về hiệu quả và độ an toàn của sitagliptin liều 25 hoặc 50 mg, 1 lần/ngày nhìn chung tương tự như đã quan sát thấy trong các nghiên cứu đơn trị liệu khác ở những bệnh nhân có chức năng thận bình thường. Tỷ lệ hạ đường huyết ở nhóm dùng sitagliptin (6,2%) thấp hơn có ý nghĩa so với nhóm dùng glipizide (17,0%). Cũng có sự khác biệt đáng kể giữa các nhóm về sự thay đổi thể trọng so với ban đầu (sitagliptin -0,6 kg; glipizide +1,2 kg). — [767, 741, 1471, 833]
cell-adjusted: -1,6‡ (-1,8, -1,3) — [1265, 108, 1437, 168]
table-row — [806, 35, 1437, 108]
cell-change: -0,3 — [343, 1831, 504, 1877]
col-header-study: Nghiên cứu — [40, 1586, 206, 1633]
cell-hr: 0,98 (0,89-1,08) — [1194, 1278, 1269, 1364]
cell-change: -0,7 — [343, 1738, 504, 1784]
col-header-adjusted: Thay đổi trung bình về HbA1c so với giả dược (%)† (Khoảng tin cậy (CI) 95%) — [504, 1586, 695, 1633]
right-column — [767, 34, 1471, 2464]
cell-hr: 0,97 (0,79-1,19) — [1194, 1523, 1269, 1556]
col-header-rate: Tỷ lệ mắc/100 bệnh nhân-năm* — [1012, 1179, 1083, 1238]
packaging-field — [767, 1719, 1471, 1732]
cell-adjusted: -0,8‡ (-1,0, -0,6) — [504, 1685, 695, 1718]
cell-n-sitagliptin: 7.332 — [971, 1258, 1083, 1278]
cell-baseline: 8,8 — [948, 168, 1089, 227]
cell-baseline: 8,8 — [948, 35, 1089, 108]
table-row — [40, 1685, 695, 1718]
group-label-mono: Các nghiên cứu đơn trị liệu — [40, 1633, 695, 1652]
table3-footnotes — [767, 1662, 1471, 1713]
cell-study: Sitagliptin 100 mg, 1 lần/ngày thêm vào liệu pháp pioglitazone đang dùng# (N=163) — [40, 1784, 206, 1831]
cell-hr: 1,00 (0,83-1,20) — [1194, 1622, 1269, 1655]
cell-n: 129 (1,8) — [1083, 1556, 1124, 1589]
storage-field — [767, 1749, 1471, 1763]
cell-label: Tử vong do mọi nguyên nhân — [816, 1589, 972, 1622]
cell-study: Sitagliptin 100 mg, 1 lần/ngày thêm vào liệu pháp glimepiride đang dùng (N=102) — [40, 1831, 206, 1877]
cell-p: 0,875 — [1270, 1589, 1309, 1622]
table-row — [806, 108, 1437, 168]
storage-value: Nơi khô mát, nhiệt độ dưới 30°C, tránh ánh sáng. — [832, 1750, 1071, 1762]
cell-n: 300 (4,1) — [971, 1476, 1012, 1523]
table2-footnotes — [767, 294, 1471, 397]
cell-rate: 3,6 — [1123, 1364, 1194, 1424]
ecg-heading: Điện tim — [35, 148, 77, 161]
cell-change: -0,9 — [343, 1784, 504, 1831]
metformin-study-paragraph: Một nghiên cứu đối chứng với hoạt chất (metformin) trong 24 tuần đã được thiết kế để đánh giá hiệu quả và tính an toàn của sitagliptin 100 mg, 1 lần/ngày (N=528) so với metformin (N=522) ở những bệnh nhân có đường huyết không được kiểm soát đầy đủ bằng chế độ ăn và tập luyện và những bệnh nhân không được điều trị chống tăng đường huyết (không điều trị ít nhất trong 4 tháng). Liều trung bình của metformin là khoảng 1.900 mg/ngày. Sự giảm HbA1c so với giá trị ban đầu trung bình 7,2% là -0,43% đối với sitagliptin và -0,57% đối với metformin (Phân tích theo đề cương). Tỷ lệ chung về các phản ứng bất lợi về tiêu hóa được xem là có liên quan đến thuốc ở những bệnh nhân điều trị bằng sitagliptin là 2,7% so với 12,6% ở bệnh nhân điều trị bằng metformin. Tỷ lệ hạ đường huyết không khác biệt có ý nghĩa giữa các nhóm điều trị (sitagliptin 1,3%; metformin 1,9%). Thể trọng giảm so với ban đầu ở cả hai nhóm (sitagliptin -0,6 kg; metformin -1,9 kg). — [767, 404, 1471, 496]
cell-adjusted: -0,6‡,¶ (-0,7, -0,4) — [1265, 227, 1437, 287]
